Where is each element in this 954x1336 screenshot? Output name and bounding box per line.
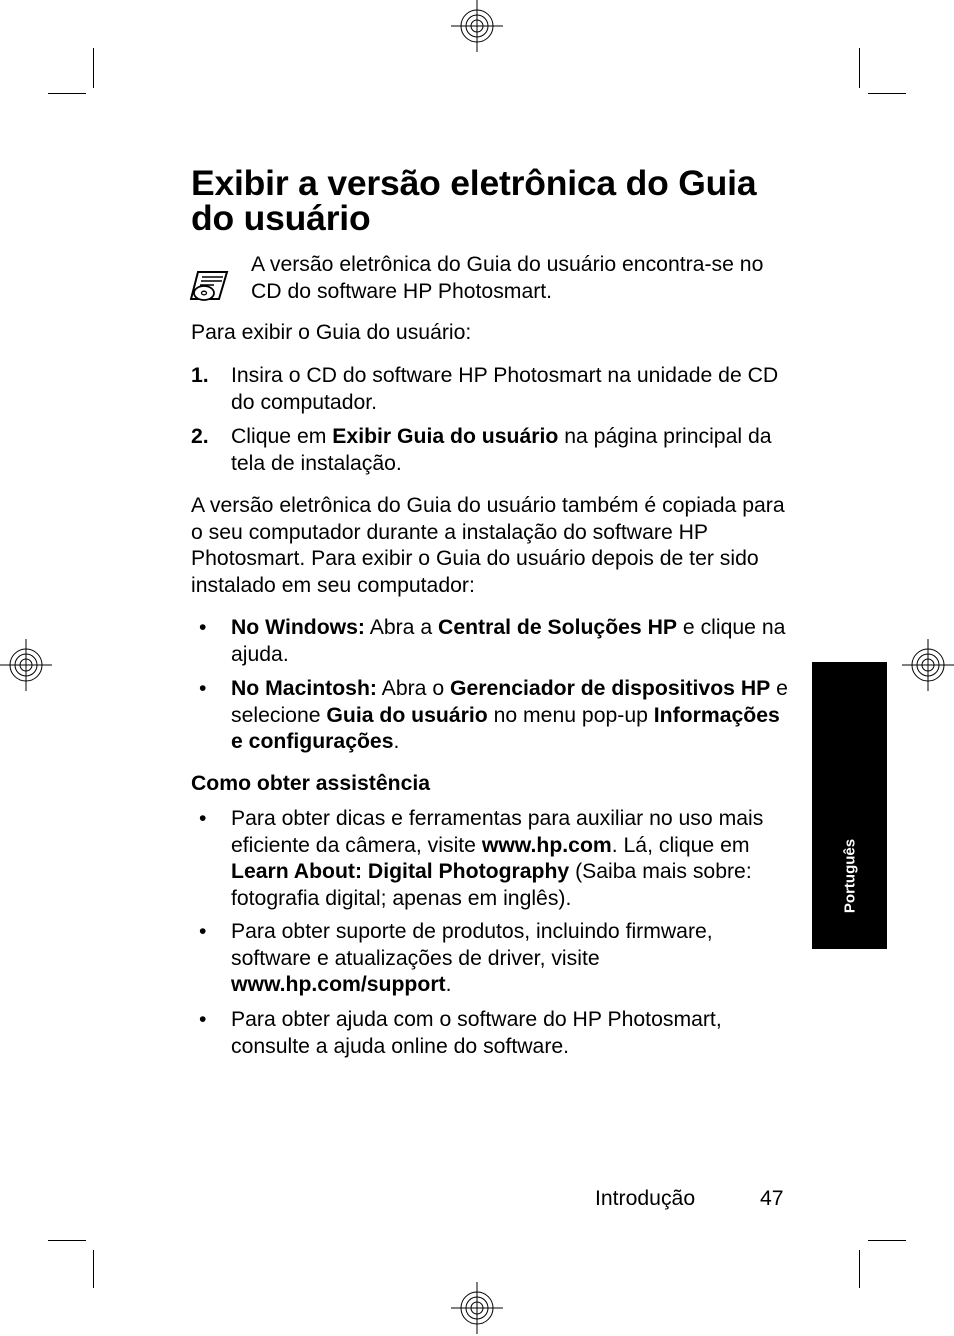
emphasis: Exibir Guia do usuário	[332, 425, 559, 448]
list-item-text: No Macintosh: Abra o Gerenciador de dispositivos HP e selecione Guia do usuário no menu pop-up Informações e configurações.	[231, 677, 788, 753]
list-item-text: Para obter dicas e ferramentas para auxiliar no uso mais eficiente da câmera, visite www.hp.com. Lá, clique em Learn About: Digital Photography (Saiba mais sobre: fotografia digital; apenas em inglês).	[231, 807, 764, 910]
list-item-text: Para obter ajuda com o software do HP Photosmart, consulte a ajuda online do software.	[231, 1008, 722, 1058]
crop-mark	[93, 1250, 94, 1288]
crop-mark	[859, 1250, 860, 1288]
link-text: www.hp.com/support	[231, 973, 446, 996]
step-text: Insira o CD do software HP Photosmart na unidade de CD do computador.	[231, 364, 779, 414]
link-text: www.hp.com	[481, 833, 612, 857]
step-text: Clique em Exibir Guia do usuário na página principal da tela de instalação.	[231, 425, 772, 475]
registration-mark-icon	[902, 639, 954, 691]
bullet: •	[199, 1008, 207, 1031]
list-item-text: No Windows: Abra a Central de Soluções HP e clique na ajuda.	[231, 616, 786, 666]
crop-mark	[48, 93, 86, 94]
bullet: •	[199, 920, 207, 943]
bullet: •	[199, 807, 207, 830]
crop-mark	[859, 48, 860, 88]
cd-book-icon	[190, 269, 232, 305]
language-tab-label: Português	[841, 838, 858, 913]
step-number: 1.	[191, 364, 209, 387]
note-text: A versão eletrônica do Guia do usuário encontra-se no CD do software HP Photosmart.	[251, 253, 764, 303]
section-heading: Como obter assistência	[191, 772, 431, 795]
page-number: 47	[760, 1187, 784, 1210]
page-title: Exibir a versão eletrônica do Guia do usuário	[191, 163, 757, 238]
bullet: •	[199, 616, 207, 639]
language-tab	[812, 662, 887, 949]
footer-section: Introdução	[595, 1187, 696, 1210]
crop-mark	[868, 1240, 906, 1241]
registration-mark-icon	[0, 639, 52, 691]
registration-mark-icon	[451, 1282, 503, 1334]
bullet: •	[199, 677, 207, 700]
crop-mark	[93, 48, 94, 88]
crop-mark	[48, 1240, 86, 1241]
list-item-text: Para obter suporte de produtos, incluindo firmware, software e atualizações de driver, visite www.hp.com/support.	[231, 920, 713, 996]
intro-text: Para exibir o Guia do usuário:	[191, 321, 472, 344]
registration-mark-icon	[451, 0, 503, 52]
crop-mark	[868, 93, 906, 94]
body-paragraph: A versão eletrônica do Guia do usuário também é copiada para o seu computador durante a instalação do software HP Photosmart. Para exibir o Guia do usuário depois de ter sido instalado em seu computador:	[191, 494, 785, 597]
step-number: 2.	[191, 425, 209, 448]
